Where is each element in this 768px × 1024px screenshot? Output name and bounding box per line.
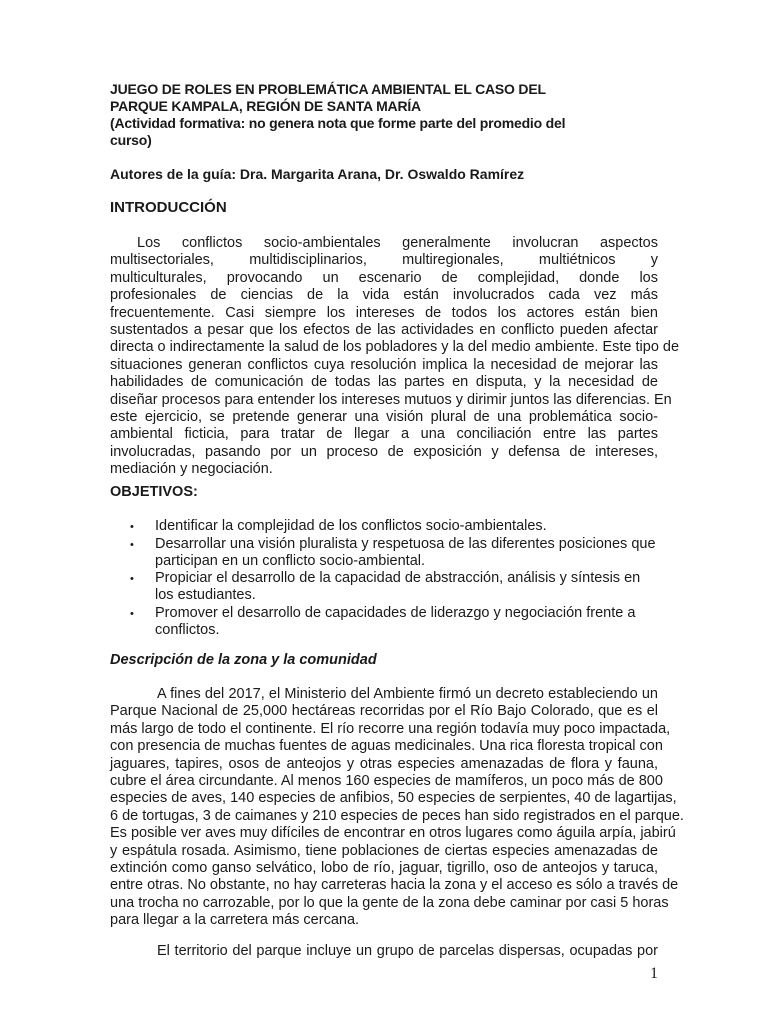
paragraph-line: multisectoriales, multidisciplinarios, multiregionales, multiétnicos y (110, 252, 658, 269)
paragraph-line: este ejercicio, se pretende generar una visión plural de una problemática socio- (110, 409, 658, 426)
paragraph-line: 6 de tortugas, 3 de caimanes y 210 especies de peces han sido registrados en el parque. (110, 807, 684, 824)
paragraph-line: para llegar a la carretera más cercana. (110, 912, 360, 929)
paragraph-line: mediación y negociación. (110, 461, 273, 478)
paragraph-line: y espátula rosada. Asimismo, tiene poblaciones de ciertas especies amenazadas de (110, 842, 658, 859)
paragraph-line: entre otras. No obstante, no hay carreteras hacia la zona y el acceso es sólo a través de (110, 877, 679, 894)
paragraph-line: directa o indirectamente la salud de los pobladores y la del medio ambiente. Este tipo de (110, 339, 680, 356)
objetivo-text: Identificar la complejidad de los conflictos socio-ambientales. (155, 518, 547, 534)
title-line-2: PARQUE KAMPALA, REGIÓN DE SANTA MARÍA (110, 98, 421, 114)
objetivo-item (110, 605, 670, 639)
objetivo-item (110, 536, 670, 570)
bullet-icon: • (130, 538, 134, 551)
objetivo-text: Propiciar el desarrollo de la capacidad de abstracción, análisis y síntesis en (155, 570, 641, 587)
paragraph-line: ambiental ficticia, para tratar de llegar a una conciliación entre las partes (110, 426, 658, 443)
paragraph-line: Es posible ver aves muy difíciles de encontrar en otros lugares como águila arpía, jabirú (110, 825, 676, 842)
paragraph-line: A fines del 2017, el Ministerio del Ambiente firmó un decreto estableciendo un (157, 686, 658, 702)
document-title (110, 81, 566, 149)
paragraph-line: diseñar procesos para entender los intereses mutuos y dirimir juntos las diferencias. En (110, 391, 672, 408)
paragraph-line: sustentados a pesar que los efectos de las actividades en conflicto pueden afectar (110, 322, 658, 339)
paragraph-line: Parque Nacional de 25,000 hectáreas recorridas por el Río Bajo Colorado, que es el (110, 703, 658, 720)
paragraph-line: situaciones generan conflictos cuya resolución implica la necesidad de mejorar las (110, 356, 658, 373)
bullet-icon: • (130, 607, 134, 620)
paragraph-line: extinción como ganso selvático, lobo de río, jaguar, tigrillo, oso de anteojos y taruca, (110, 860, 658, 877)
objetivo-item (110, 570, 670, 604)
objetivo-item (110, 518, 670, 535)
introduccion-paragraph (110, 235, 680, 479)
paragraph-line: frecuentemente. Casi siempre los intereses de todos los actores están bien (110, 304, 658, 321)
paragraph-line: profesionales de ciencias de la vida están involucrados cada vez más (110, 287, 658, 304)
bullet-icon: • (130, 573, 134, 586)
objetivos-list (110, 518, 670, 639)
paragraph-line: especies de aves, 140 especies de anfibios, 50 especies de serpientes, 40 de lagartijas, (110, 790, 677, 807)
objetivo-text: los estudiantes. (155, 587, 256, 604)
paragraph-line: más largo de todo el continente. El río recorre una región todavía muy poco impactada, (110, 720, 671, 737)
territorio-paragraph (110, 943, 658, 960)
paragraph-line: involucradas, pasando por un proceso de exposición y defensa de intereses, (110, 443, 658, 460)
page-number: 1 (650, 965, 658, 982)
paragraph-line: cubre el área circundante. Al menos 160 especies de mamíferos, un poco más de 800 (110, 773, 663, 790)
paragraph-line: El territorio del parque incluye un grupo de parcelas dispersas, ocupadas por (157, 943, 658, 959)
title-line-1: JUEGO DE ROLES EN PROBLEMÁTICA AMBIENTAL EL CASO DEL (110, 81, 546, 97)
paragraph-line: una trocha no carrozable, por lo que la gente de la zona debe caminar por casi 5 horas (110, 894, 669, 911)
introduccion-heading: INTRODUCCIÓN (110, 199, 227, 216)
subtitle-line-1: (Actividad formativa: no genera nota que forme parte del promedio del (110, 115, 566, 131)
descripcion-heading: Descripción de la zona y la comunidad (110, 652, 377, 668)
objetivo-text: participan en un conflicto socio-ambiental. (155, 552, 426, 569)
objetivo-text: Promover el desarrollo de capacidades de liderazgo y negociación frente a (155, 604, 636, 621)
paragraph-line: con presencia de muchas fuentes de aguas medicinales. Una rica floresta tropical con (110, 738, 663, 755)
objetivo-text: conflictos. (155, 621, 220, 638)
paragraph-line: jaguares, tapires, osos de anteojos y otras especies amenazadas de flora y fauna, (110, 755, 658, 772)
objetivos-heading: OBJETIVOS: (110, 484, 198, 500)
objetivo-text: Desarrollar una visión pluralista y respetuosa de las diferentes posiciones que (155, 535, 656, 552)
paragraph-line: habilidades de comunicación de todas las partes en disputa, y la necesidad de (110, 374, 658, 391)
paragraph-line: Los conflictos socio-ambientales generalmente involucran aspectos (137, 235, 658, 251)
descripcion-paragraph (110, 686, 684, 930)
paragraph-line: multiculturales, provocando un escenario de complejidad, donde los (110, 269, 658, 286)
authors-line: Autores de la guía: Dra. Margarita Arana, Dr. Oswaldo Ramírez (110, 166, 525, 182)
bullet-icon: • (130, 521, 134, 533)
subtitle-line-2: curso) (110, 132, 152, 148)
